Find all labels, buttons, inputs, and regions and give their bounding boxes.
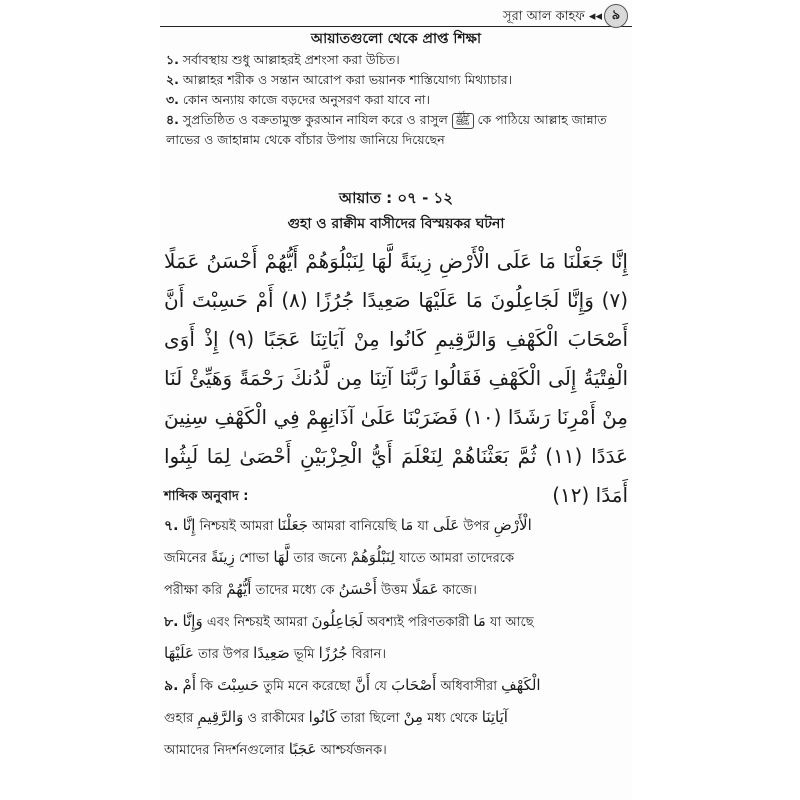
lesson-item	[166, 50, 626, 70]
vocab-line	[164, 670, 628, 702]
lesson-number: ৩.	[166, 92, 179, 107]
ayat-range-title: আয়াত : ০৭ - ১২	[338, 189, 454, 207]
arabic-word: آيَاتِنَا	[481, 708, 508, 726]
bangla-meaning: তাদের মধ্যে কে	[255, 583, 335, 598]
lesson-number: ১.	[166, 52, 179, 67]
bangla-meaning: আমরা বানিয়েছি	[312, 519, 397, 534]
bangla-meaning: আমাদের নিদর্শনগুলোর	[164, 743, 285, 758]
bangla-meaning: ভূমি	[293, 647, 315, 662]
book-page	[160, 0, 632, 800]
arabic-word: وَالرَّقِيمِ	[197, 708, 244, 726]
lesson-text: সর্বাবস্থায় শুধু আল্লাহরই প্রশংসা করা উচিত।	[182, 52, 400, 67]
arabic-word: عَلَيْهَا	[164, 644, 194, 662]
arabic-word: عَلَى	[432, 516, 460, 534]
bangla-meaning: নিশ্চয়ই আমরা	[199, 519, 274, 534]
verse-number: ৭.	[164, 518, 179, 534]
arabic-word: أَحْسَنُ	[338, 580, 377, 598]
bangla-meaning: এবং নিশ্চয়ই আমরা	[206, 615, 308, 630]
arabic-word: الْكَهْفِ	[501, 676, 541, 694]
arabic-word: أَنَّ	[354, 676, 371, 694]
bangla-meaning: উপর	[463, 519, 490, 534]
lessons-title: আয়াতগুলো থেকে প্রাপ্ত শিক্ষা	[310, 31, 482, 47]
salawat-mark: ﷺ	[452, 113, 474, 129]
arabic-word: أَصْحَابَ	[391, 676, 437, 694]
bangla-meaning: উত্তম	[381, 583, 408, 598]
bangla-meaning: ও রাকীমের	[247, 711, 305, 726]
bangla-meaning: তার জন্যে	[293, 551, 347, 566]
lesson-text: সুপ্রতিষ্ঠিত ও বক্রতামুক্ত কুরআন নাযিল করে ও রাসুল	[182, 112, 448, 127]
lesson-text: কোন অন্যায় কাজে বড়দের অনুসরণ করা যাবে না।	[182, 92, 431, 107]
bangla-meaning: তুমি মনে করেছো	[263, 679, 351, 694]
vocab-line	[164, 542, 628, 574]
lesson-item	[166, 110, 626, 150]
lesson-number: ৪.	[166, 112, 179, 127]
arabic-word: كَانُوا	[308, 708, 337, 726]
bangla-meaning: গুহার	[164, 711, 194, 726]
bangla-meaning: কাজে।	[442, 583, 477, 598]
bangla-meaning: জমিনের	[164, 551, 207, 566]
arabic-word: جُرُزًا	[318, 644, 348, 662]
bangla-meaning: বিরান।	[351, 647, 386, 662]
bangla-meaning: পরীক্ষা করি	[164, 583, 223, 598]
bangla-meaning: যাতে আমরা তাদেরকে	[399, 551, 515, 566]
vocab-line	[164, 702, 628, 734]
arabic-word: مَا	[473, 612, 486, 630]
arabic-word: صَعِيدًا	[253, 644, 290, 662]
arabic-word: مِنْ	[403, 708, 424, 726]
lessons-list	[166, 50, 626, 150]
bangla-meaning: যা আছে	[489, 615, 534, 630]
page-number-badge: ৯	[604, 4, 628, 28]
lesson-text-continued: কে পাঠিয়ে আল্লাহ জান্নাত লাভের ও জাহান্নাম থেকে বাঁচার উপায় জানিয়ে দিয়েছেন	[166, 112, 607, 147]
lesson-item	[166, 70, 626, 90]
bangla-meaning: কি	[200, 679, 213, 694]
arabic-word: مَا	[400, 516, 414, 534]
running-header	[160, 6, 632, 27]
arabic-word: الْأَرْضِ	[493, 516, 532, 534]
arabic-word: إِنَّا	[182, 516, 196, 534]
bangla-meaning: তারা ছিলো	[340, 711, 400, 726]
vocab-line	[164, 510, 628, 542]
arabic-word: زِينَةً	[210, 548, 235, 566]
word-by-word-translation	[164, 510, 628, 766]
arabic-word: أَيُّهُمْ	[226, 580, 252, 598]
arabic-word: لَجَاعِلُونَ	[311, 612, 363, 630]
bangla-meaning: শোভা	[238, 551, 270, 566]
vocab-line	[164, 574, 628, 606]
arabic-word: أَمْ	[182, 676, 197, 694]
bangla-meaning: অবশ্যই পরিণতকারী	[367, 615, 470, 630]
vocab-title: শাব্দিক অনুবাদ :	[164, 489, 249, 504]
arabic-verses: إِنَّا جَعَلْنَا مَا عَلَى الْأَرْضِ زِينَةً لَّهَا لِنَبْلُوَهُمْ أَيُّهُمْ أَحْسَنُ عَمَلًا (٧) وَإِنَّا لَجَاعِلُونَ مَا عَلَيْهَا صَعِيدًا جُرُزًا (٨) أَمْ حَسِبْتَ أَنَّ أَصْحَابَ الْكَهْفِ وَالرَّقِيمِ كَانُوا مِنْ آيَاتِنَا عَجَبًا (٩) إِذْ أَوَى الْفِتْيَةُ إِلَى الْكَهْفِ فَقَالُوا رَبَّنَا آتِنَا مِن لَّدُنكَ رَحْمَةً وَهَيِّئْ لَنَا مِنْ أَمْرِنَا رَشَدًا (١٠) فَضَرَبْنَا عَلَىٰ آذَانِهِمْ فِي الْكَهْفِ سِنِينَ عَدَدًا (١١) ثُمَّ بَعَثْنَاهُمْ لِنَعْلَمَ أَيُّ الْحِزْبَيْنِ أَحْصَىٰ لِمَا لَبِثُوا أَمَدًا (١٢)	[164, 249, 629, 507]
arabic-word: لِنَبْلُوَهُمْ	[350, 548, 396, 566]
arabic-word: عَمَلًا	[411, 580, 439, 598]
arabic-word: حَسِبْتَ	[217, 676, 260, 694]
surah-name: সূরা আল কাহফ ◂◂	[502, 9, 602, 24]
bangla-meaning: আশ্চর্যজনক।	[320, 743, 387, 758]
lesson-text: আল্লাহর শরীক ও সন্তান আরোপ করা ভয়ানক শাস্তিযোগ্য মিথ্যাচার।	[182, 72, 513, 87]
arabic-word: جَعَلْنَا	[277, 516, 308, 534]
lesson-number: ২.	[166, 72, 179, 87]
bangla-meaning: যে	[374, 679, 387, 694]
arabic-word: عَجَبًا	[288, 740, 317, 758]
story-title: গুহা ও রাক্বীম বাসীদের বিস্ময়কর ঘটনা	[287, 216, 505, 232]
bangla-meaning: মধ্য থেকে	[427, 711, 478, 726]
bangla-meaning: যা	[417, 519, 429, 534]
vocab-line	[164, 734, 628, 766]
bangla-meaning: তার উপর	[198, 647, 249, 662]
vocab-line	[164, 606, 628, 638]
arabic-word: وَإِنَّا	[182, 612, 203, 630]
lesson-item	[166, 90, 626, 110]
bangla-meaning: অধিবাসীরা	[440, 679, 497, 694]
vocab-line	[164, 638, 628, 670]
verse-number: ৯.	[164, 678, 179, 694]
arabic-word: لَّهَا	[273, 548, 290, 566]
verse-number: ৮.	[164, 614, 179, 630]
